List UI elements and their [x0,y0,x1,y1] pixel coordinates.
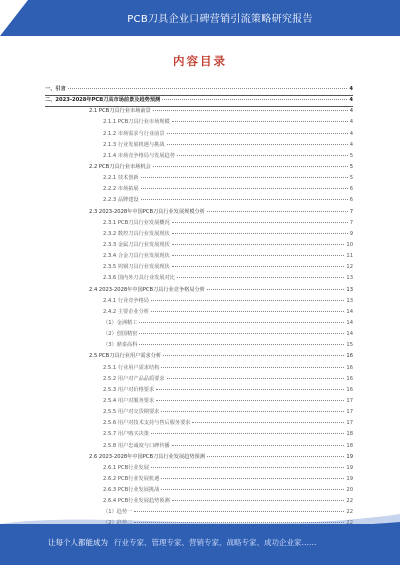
toc-leader-dots [139,322,344,323]
toc-leader-dots [207,456,344,457]
report-title: PCB刀具企业口碑营销引流策略研究报告 [127,14,313,25]
toc-entry[interactable] [45,240,353,251]
toc-entry[interactable] [45,285,353,296]
toc-leader-dots [172,244,345,245]
header-bar [0,0,400,36]
toc-leader-dots [141,188,348,189]
toc-entry-page: 9 [349,230,353,237]
toc-entry-label: 2.5.8 用户忠诚度与口碑传播 [103,442,170,449]
toc-leader-dots [153,166,348,167]
toc-entry[interactable] [45,318,353,329]
toc-entry[interactable] [45,363,353,374]
toc-entry-page: 5 [349,152,353,159]
toc-entry[interactable] [45,151,353,162]
toc-entry-label: 一、引言 [45,86,66,92]
toc-leader-dots [172,222,348,223]
toc-leader-dots [172,266,345,267]
toc-entry-page: 14 [346,319,353,326]
table-of-contents [45,84,353,530]
toc-entry[interactable] [45,262,353,273]
toc-entry-label: 2.1 PCB刀具行业市场前景 [89,108,151,115]
toc-leader-dots [68,88,348,89]
toc-entry-label: 2.6.3 PCB行业发展挑战 [103,487,160,494]
toc-entry[interactable] [45,162,353,173]
toc-entry-page: 6 [349,186,353,193]
toc-leader-dots [156,400,344,401]
toc-entry[interactable] [45,273,353,284]
toc-entry-page: 22 [346,509,353,516]
toc-entry-label: 2.4.2 主要企业分析 [103,308,149,315]
toc-entry-label: 二、2023-2028年PCB刀具市场前景及趋势预测 [45,97,161,104]
toc-entry-page: 13 [346,286,353,293]
toc-entry[interactable] [45,407,353,418]
toc-entry[interactable] [45,329,353,340]
toc-entry[interactable] [45,429,353,440]
toc-entry-label: （3）鼎泰高科 [103,342,138,349]
toc-entry-label: 2.3.6 国内外刀具行业发展对比 [103,275,175,282]
toc-entry-label: 2.5.2 用户对产品品质要求 [103,375,165,382]
toc-entry-label: （1）金洲精工 [103,319,138,326]
footer-wave-decoration [0,480,400,530]
toc-entry[interactable] [45,140,353,151]
toc-entry-page: 15 [346,342,353,349]
toc-entry-label: 2.1.2 市场需求与行业前景 [103,130,165,137]
toc-entry-label: 2.6.4 PCB行业发展趋势预测 [103,498,170,505]
toc-entry[interactable] [45,173,353,184]
footer-slogan-sub: 行业专家、管理专家、营销专家、战略专家、成功企业家…… [114,538,317,547]
toc-leader-dots [177,277,344,278]
toc-entry-page: 19 [346,475,353,482]
toc-leader-dots [207,211,348,212]
toc-entry[interactable] [45,229,353,240]
toc-entry-page: 19 [346,453,353,460]
toc-divider [45,106,353,107]
toc-entry-page: 19 [346,464,353,471]
toc-entry-label: 2.6.2 PCB行业发展机遇 [103,475,160,482]
toc-entry[interactable] [45,396,353,407]
toc-entry[interactable] [45,84,353,95]
toc-entry-page: 17 [346,420,353,427]
toc-entry[interactable] [45,307,353,318]
toc-leader-dots [163,355,344,356]
toc-leader-dots [151,433,344,434]
toc-entry-page: 17 [346,409,353,416]
toc-entry-page: 4 [349,141,353,148]
toc-entry[interactable] [45,251,353,262]
footer-slogan-main: 让每个人都能成为 [48,538,108,547]
toc-entry-label: 2.1.1 PCB刀具行业市场规模 [103,119,170,126]
toc-entry[interactable] [45,95,353,106]
toc-leader-dots [162,99,347,100]
toc-entry[interactable] [45,418,353,429]
toc-leader-dots [172,233,348,234]
toc-entry-page: 7 [349,219,353,226]
toc-entry-page: 22 [346,498,353,505]
toc-entry[interactable] [45,117,353,128]
toc-leader-dots [139,333,344,334]
toc-entry-label: 2.5.7 用户购买决策 [103,431,149,438]
toc-entry-label: 2.3.1 PCB刀具行业发展概况 [103,219,170,226]
toc-entry-label: 2.3.2 数控刀具行业发展现状 [103,230,170,237]
toc-entry-page: 16 [346,353,353,360]
toc-entry[interactable] [45,106,353,117]
toc-entry-page: 14 [346,308,353,315]
toc-entry-page: 7 [349,208,353,215]
toc-leader-dots [167,133,348,134]
toc-heading: 内容目录 [173,54,227,68]
toc-entry[interactable] [45,452,353,463]
toc-leader-dots [139,344,344,345]
toc-entry-page: 20 [346,487,353,494]
toc-entry-label: （2）创国精密 [103,331,138,338]
toc-entry-label: 2.2.2 市场拓展 [103,186,139,193]
toc-entry-label: 2.3.3 金属刀具行业发展现状 [103,241,170,248]
toc-entry-label: （1）趋势一 [103,509,133,516]
toc-entry-page: 4 [349,97,353,104]
toc-entry[interactable] [45,374,353,385]
toc-entry-page: 4 [349,130,353,137]
toc-entry-label: 2.3.5 钨钢刀具行业发展现状 [103,264,170,271]
toc-entry-page: 11 [346,253,353,260]
toc-entry-page: 13 [346,297,353,304]
toc-leader-dots [167,144,348,145]
toc-divider [45,95,353,96]
toc-entry-label: 2.3.4 合金刀具行业发展现状 [103,253,170,260]
toc-leader-dots [151,311,344,312]
toc-entry-label: 2.5.4 用户对服务要求 [103,397,155,404]
toc-leader-dots [161,478,344,479]
toc-entry-page: 16 [346,364,353,371]
toc-entry-page: 4 [349,119,353,126]
toc-entry-label: 2.3 2023-2028年中国PCB刀具行业发展规模分析 [89,208,205,215]
toc-entry-page: 16 [346,375,353,382]
toc-leader-dots [161,367,344,368]
toc-entry-page: 13 [346,275,353,282]
toc-entry-label: 2.1.4 市场竞争格局与发展趋势 [103,152,175,159]
toc-entry-label: 2.2.1 技术创新 [103,175,139,182]
toc-leader-dots [207,289,344,290]
toc-leader-dots [156,389,344,390]
toc-entry[interactable] [45,207,353,218]
toc-entry-page: 16 [346,386,353,393]
toc-entry[interactable] [45,218,353,229]
toc-entry-label: 2.5.6 用户对技术支持与售后服务要求 [103,420,191,427]
toc-leader-dots [172,121,348,122]
toc-entry-label: 2.5.1 行业用户需求结构 [103,364,160,371]
footer-slogan [48,537,317,548]
toc-entry-page: 5 [349,163,353,170]
header-corner-cut [0,0,28,36]
toc-leader-dots [172,255,345,256]
footer-bar [0,524,400,565]
toc-leader-dots [192,422,344,423]
toc-entry-label: 2.6.1 PCB行业发展 [103,464,149,471]
toc-leader-dots [141,199,348,200]
toc-leader-dots [151,467,344,468]
toc-entry[interactable] [45,129,353,140]
toc-entry[interactable] [45,296,353,307]
toc-leader-dots [177,155,348,156]
toc-entry-label: 2.1.3 行业发展机遇与挑战 [103,141,165,148]
toc-entry[interactable] [45,385,353,396]
toc-leader-dots [153,110,348,111]
toc-entry-label: 2.5.5 用户对交货期要求 [103,409,160,416]
toc-entry-page: 17 [346,397,353,404]
toc-entry-label: 2.2.3 品牌建设 [103,197,139,204]
toc-entry-page: 4 [349,108,353,115]
toc-entry[interactable] [45,441,353,452]
toc-entry-page: 6 [349,197,353,204]
toc-leader-dots [161,411,344,412]
toc-entry[interactable] [45,463,353,474]
toc-entry-page: 4 [349,86,353,92]
toc-entry[interactable] [45,351,353,362]
toc-entry-page: 18 [346,442,353,449]
toc-entry-label: 2.2 PCB刀具行业市场机会 [89,163,151,170]
toc-entry-label: 2.4.1 行业竞争格局 [103,297,149,304]
toc-entry-page: 10 [346,241,353,248]
toc-entry-page: 5 [349,175,353,182]
toc-entry-label: 2.5 PCB刀具行业用户需求分析 [89,353,162,360]
toc-entry-page: 18 [346,431,353,438]
toc-entry-page: 12 [346,264,353,271]
toc-leader-dots [167,378,345,379]
toc-leader-dots [151,300,344,301]
toc-entry[interactable] [45,340,353,351]
toc-entry-page: 14 [346,331,353,338]
toc-entry-label: 2.5.3 用户对价格要求 [103,386,155,393]
toc-entry-label: 2.4 2023-2028年中国PCB刀具行业竞争格局分析 [89,286,205,293]
toc-leader-dots [141,177,348,178]
toc-leader-dots [172,445,345,446]
toc-entry-label: 2.6 2023-2028年中国PCB刀具行业发展趋势预测 [89,453,205,460]
toc-entry[interactable] [45,184,353,195]
toc-entry[interactable] [45,195,353,206]
